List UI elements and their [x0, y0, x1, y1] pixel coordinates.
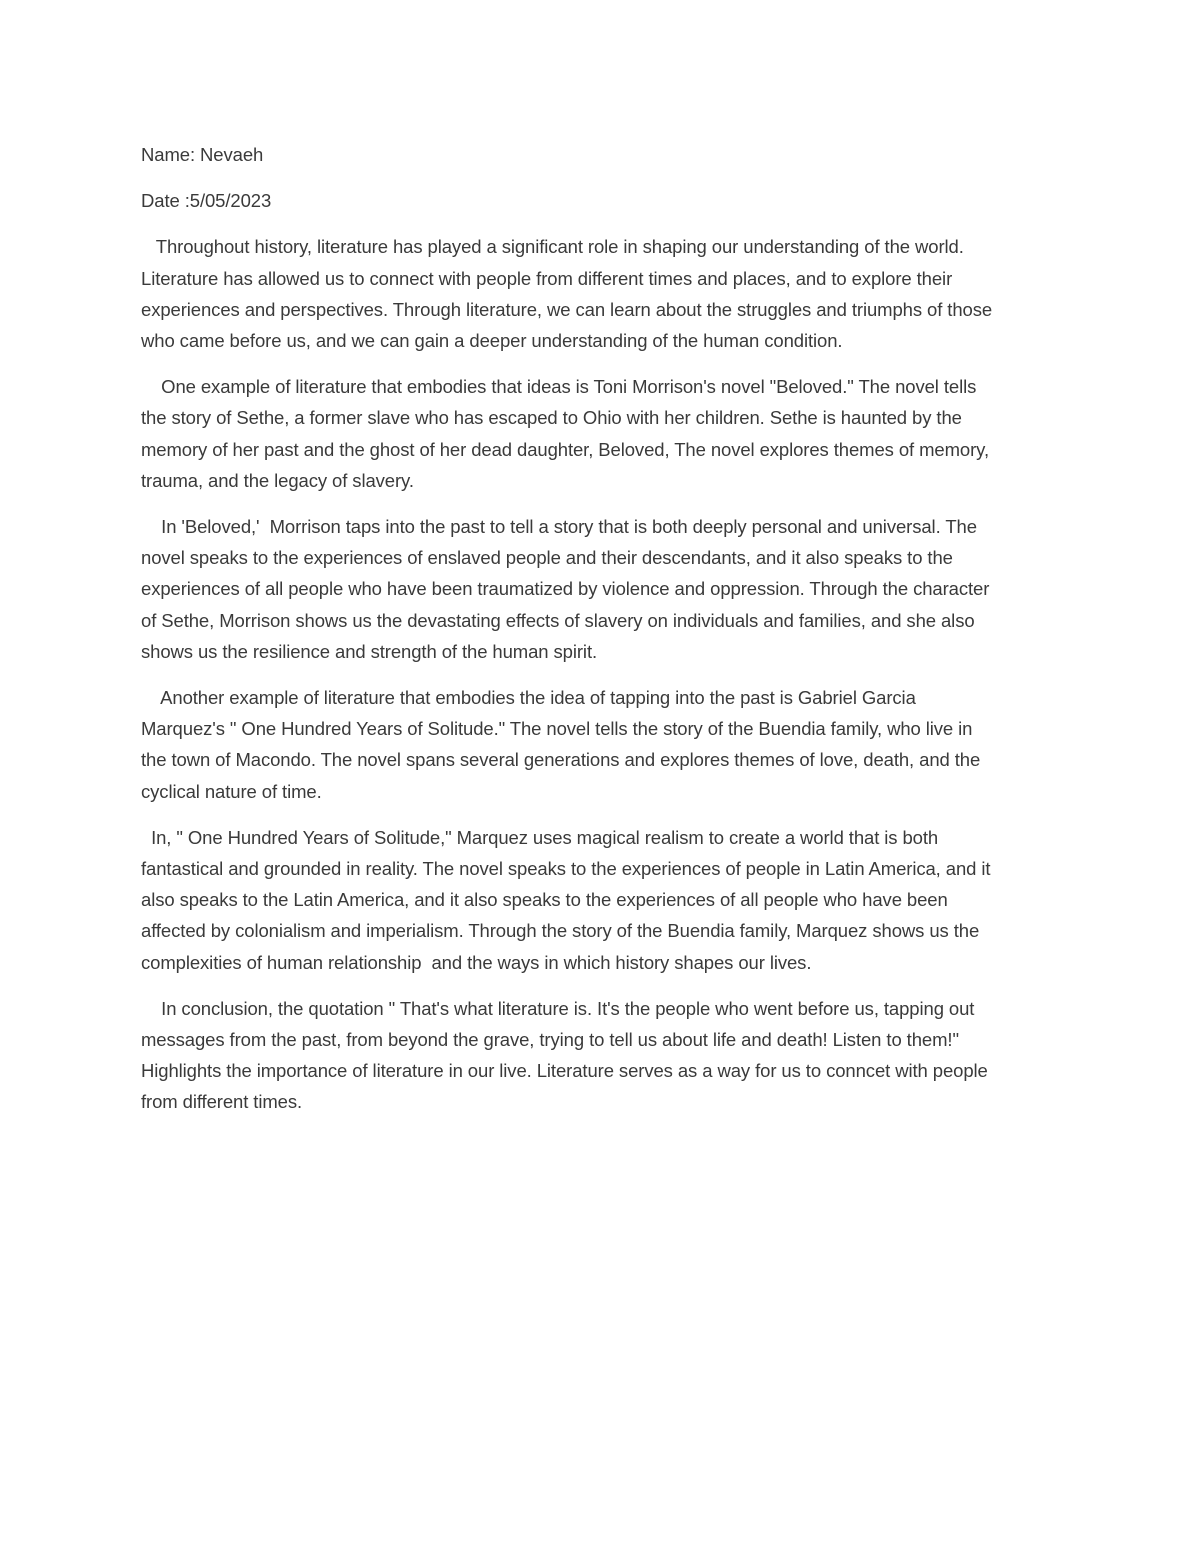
paragraph-line: In, " One Hundred Years of Solitude," Marquez uses magical realism to create a world that is both: [141, 826, 939, 848]
paragraph-line: novel speaks to the experiences of enslaved people and their descendants, and it also speaks to the: [141, 547, 953, 569]
paragraph-line: In conclusion, the quotation " That's what literature is. It's the people who went before us, tapping out: [141, 997, 975, 1019]
paragraph-6: [141, 993, 1066, 1118]
paragraph-line: experiences and perspectives. Through literature, we can learn about the struggles and triumphs of those: [141, 298, 993, 320]
paragraph-line: memory of her past and the ghost of her dead daughter, Beloved, The novel explores themes of memory,: [141, 438, 990, 460]
paragraph-line: complexities of human relationship and the ways in which history shapes our lives.: [141, 951, 812, 973]
paragraph-line: the story of Sethe, a former slave who has escaped to Ohio with her children. Sethe is haunted by the: [141, 407, 962, 429]
paragraph-line: Literature has allowed us to connect with people from different times and places, and to explore their: [141, 267, 953, 289]
paragraph-line: One example of literature that embodies that ideas is Toni Morrison's novel "Beloved." The novel tells: [141, 376, 977, 398]
paragraph-2: [141, 371, 1066, 496]
paragraph-line: trauma, and the legacy of slavery.: [141, 469, 414, 491]
paragraph-line: cyclical nature of time.: [141, 780, 322, 802]
paragraph-line: affected by colonialism and imperialism. Through the story of the Buendia family, Marquez shows us the: [141, 920, 980, 942]
paragraph-3: [141, 511, 1066, 667]
paragraph-4: [141, 682, 1066, 807]
paragraph-line: Marquez's " One Hundred Years of Solitude." The novel tells the story of the Buendia family, who live in: [141, 718, 973, 740]
paragraph-line: also speaks to the Latin America, and it also speaks to the experiences of all people who have been: [141, 889, 948, 911]
paragraph-line: the town of Macondo. The novel spans several generations and explores themes of love, death, and the: [141, 749, 981, 771]
paragraph-1: [141, 231, 1066, 356]
essay-date: Date :5/05/2023: [141, 190, 272, 212]
document-body: [141, 139, 1066, 1133]
paragraph-line: who came before us, and we can gain a deeper understanding of the human condition.: [141, 330, 843, 352]
paragraph-line: of Sethe, Morrison shows us the devastating effects of slavery on individuals and families, and she also: [141, 609, 975, 631]
paragraph-line: Another example of literature that embodies the idea of tapping into the past is Gabriel Garcia: [141, 687, 916, 709]
paragraph-line: experiences of all people who have been traumatized by violence and oppression. Through the character: [141, 578, 990, 600]
paragraph-line: In 'Beloved,' Morrison taps into the past to tell a story that is both deeply personal and universal. The: [141, 516, 977, 538]
paragraph-line: shows us the resilience and strength of the human spirit.: [141, 640, 598, 662]
paragraph-line: fantastical and grounded in reality. The novel speaks to the experiences of people in Latin America, and it: [141, 858, 991, 880]
paragraph-line: from different times.: [141, 1091, 303, 1113]
paragraph-line: Highlights the importance of literature in our live. Literature serves as a way for us to conncet with people: [141, 1060, 988, 1082]
paragraph-5: [141, 822, 1066, 978]
paragraph-line: Throughout history, literature has played a significant role in shaping our understanding of the world.: [141, 236, 964, 258]
student-name: Name: Nevaeh: [141, 144, 264, 165]
paragraph-line: messages from the past, from beyond the grave, trying to tell us about life and death! Listen to them!": [141, 1029, 959, 1051]
